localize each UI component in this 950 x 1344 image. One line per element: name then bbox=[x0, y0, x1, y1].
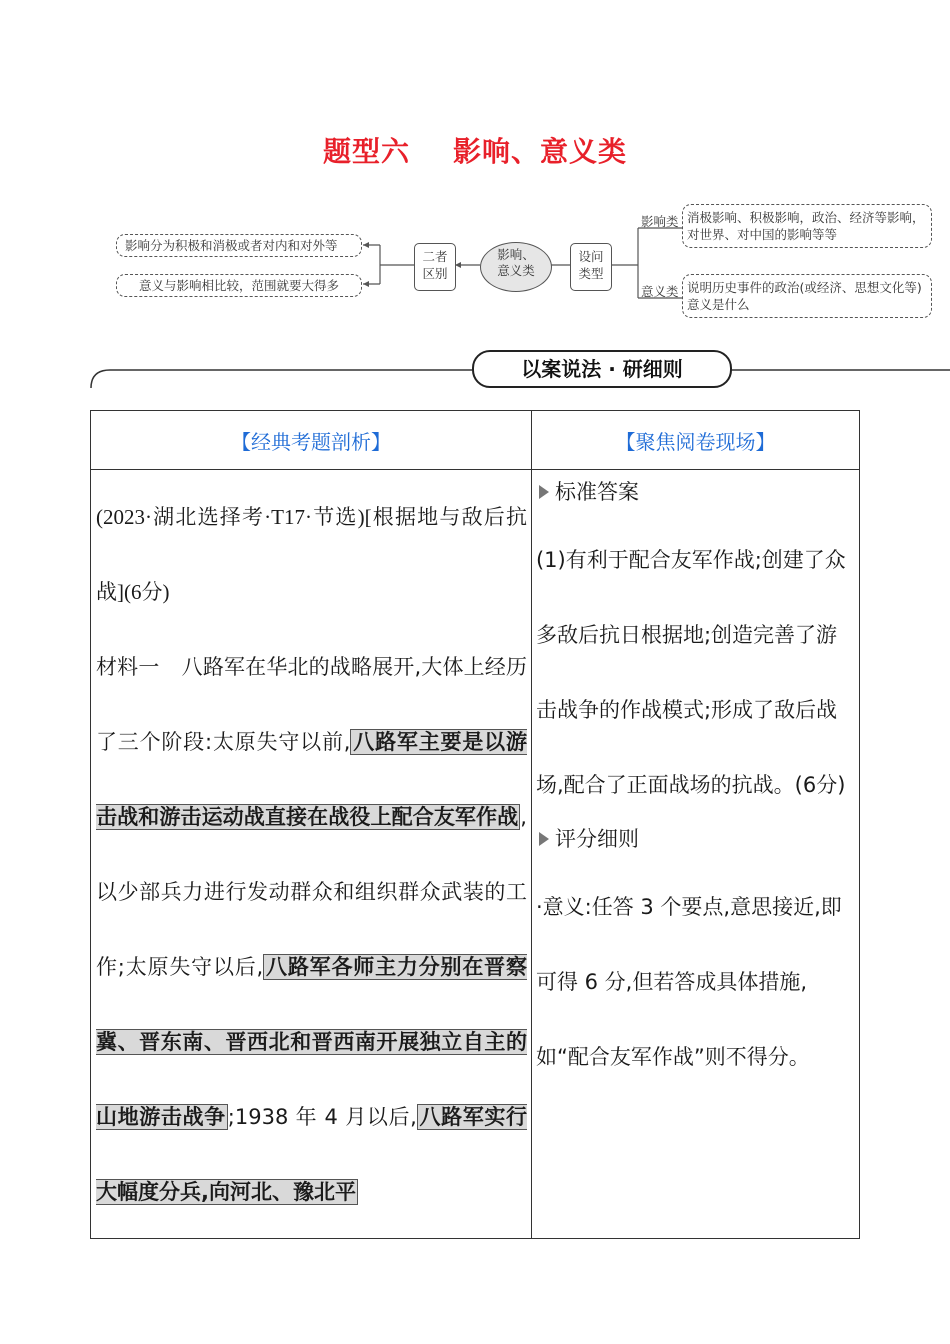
center-node-line2: 意义类 bbox=[497, 263, 535, 278]
right-box-influence-line2: 对世界、对中国的影响等等 bbox=[687, 227, 838, 242]
analysis-table bbox=[90, 410, 860, 1239]
table-body-row bbox=[91, 470, 860, 1239]
table-header-row bbox=[91, 411, 860, 470]
question-source: (2023·湖北选择考·T17·节选)[根据地与敌后抗战](6分) bbox=[96, 505, 527, 604]
mindmap-center-node bbox=[480, 242, 552, 292]
label-meaning-type: 意义类 bbox=[641, 284, 679, 299]
mindmap-right-box-meaning bbox=[682, 274, 932, 318]
node-question-line1: 设问 bbox=[578, 249, 604, 264]
material-text-3: ;1938 年 4 月以后, bbox=[227, 1105, 417, 1129]
header-grading-scene: 【聚焦阅卷现场】 bbox=[531, 411, 859, 470]
question-cell bbox=[91, 470, 532, 1239]
mindmap-right-box-influence bbox=[682, 204, 932, 248]
answer-cell bbox=[531, 470, 859, 1239]
triangle-bullet-icon bbox=[539, 832, 549, 846]
material-text-1: 八路军在华北的战略展开,大体上经历了三个阶段:太原失守以前, bbox=[96, 655, 527, 754]
highlight-key-point-2: 八路军各师主力分别在晋察冀、晋东南、晋西北和晋西南开展独立自主的山地游击战争 bbox=[96, 955, 527, 1129]
std-answer-heading bbox=[536, 476, 857, 508]
mindmap-left-box-meaning: 意义与影响相比较，范围就要大得多 bbox=[116, 274, 362, 297]
right-box-meaning-line1: 说明历史事件的政治(或经济、思想文化等) bbox=[687, 280, 922, 295]
node-difference-line2: 区别 bbox=[422, 266, 448, 281]
banner-label: 以案说法 · 研细则 bbox=[472, 350, 732, 388]
highlight-key-point-3: 八路军实行大幅度分兵,向河北、豫北平 bbox=[96, 1105, 527, 1204]
center-node-line1: 影响、 bbox=[497, 247, 535, 262]
mindmap-left-box-influence: 影响分为积极和消极或者对内和对外等 bbox=[116, 234, 362, 257]
rubric-label: 评分细则 bbox=[554, 827, 639, 851]
material-label: 材料一 bbox=[96, 655, 160, 679]
section-banner bbox=[0, 348, 950, 393]
label-influence-type: 影响类 bbox=[641, 214, 679, 229]
rubric-text: ·意义:任答 3 个要点,意思接近,即可得 6 分,但若答成具体措施,如“配合友军作战”则不得分。 bbox=[535, 895, 842, 1069]
std-answer-text: (1)有利于配合友军作战;创建了众多敌后抗日根据地;创造完善了游击战争的作战模式;形成了敌后战场,配合了正面战场的抗战。(6分) bbox=[535, 548, 846, 797]
mindmap-node-question-type bbox=[570, 243, 612, 291]
mindmap-node-difference bbox=[414, 243, 456, 291]
right-box-meaning-line2: 意义是什么 bbox=[687, 297, 750, 312]
node-difference-line1: 二者 bbox=[422, 249, 448, 264]
right-box-influence-line1: 消极影响、积极影响，政治、经济等影响， bbox=[687, 210, 925, 225]
node-question-line2: 类型 bbox=[578, 266, 604, 281]
concept-map bbox=[0, 198, 950, 328]
header-classic-analysis: 【经典考题剖析】 bbox=[91, 411, 532, 470]
std-answer-label: 标准答案 bbox=[554, 480, 639, 504]
section-title: 题型六 影响、意义类 bbox=[323, 135, 627, 168]
material-text-2: ,以少部兵力进行发动群众和组织群众武装的工作;太原失守以后, bbox=[96, 805, 527, 979]
highlight-key-point-1: 八路军主要是以游击战和游击运动战直接在战役上配合友军作战 bbox=[96, 730, 527, 829]
triangle-bullet-icon bbox=[539, 485, 549, 499]
rubric-heading bbox=[536, 823, 857, 855]
